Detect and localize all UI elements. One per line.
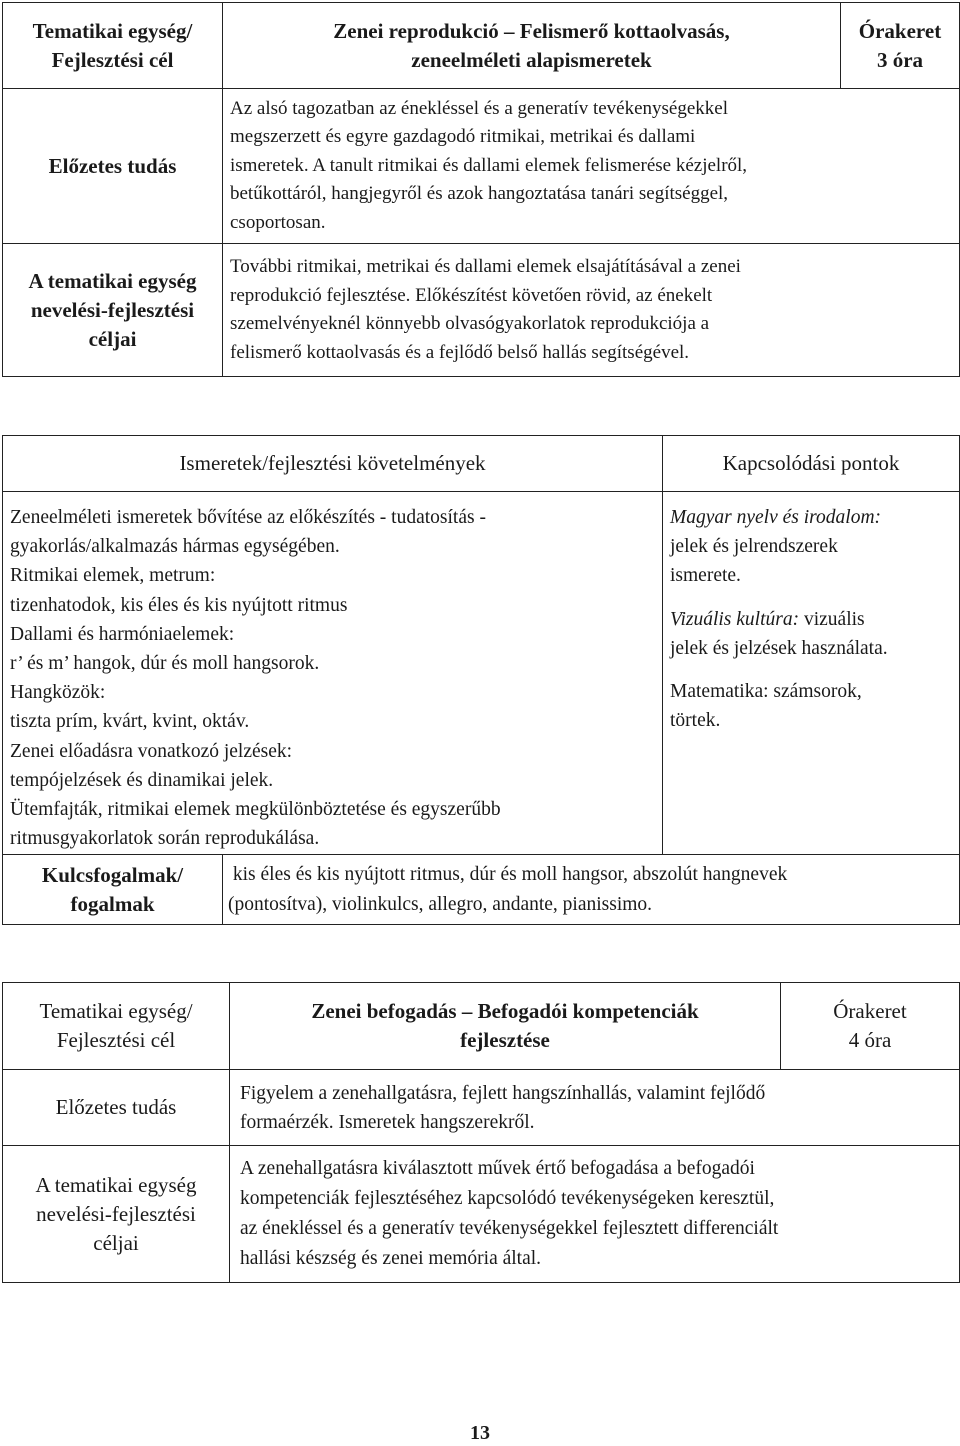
text-line: kompetenciák fejlesztéséhez kapcsolódó tevékenységeken keresztül, <box>240 1188 775 1209</box>
connection-text: jelek és jelrendszerek <box>670 536 838 558</box>
unit-title-line: Zenei reprodukció ‒ Felismerő kottaolvasás, <box>333 18 730 43</box>
text-line: reprodukció fejlesztése. Előkészítést követően rövid, az énekelt <box>230 284 713 306</box>
text-line: hallási készség és zenei memória által. <box>240 1248 542 1269</box>
connection-row <box>670 605 953 634</box>
connection-text: törtek. <box>670 710 721 732</box>
unit-table-reception <box>2 982 960 1283</box>
prior-knowledge-label: Előzetes tudás <box>3 1070 230 1146</box>
unit-label-line: Tematikai egység/ <box>39 999 193 1023</box>
unit-label-line: Fejlesztési cél <box>51 47 174 72</box>
requirement-line: Hangközök: <box>10 682 106 704</box>
text-line: További ritmikai, metrikai és dallami elemek elsajátításával a zenei <box>230 256 741 277</box>
unit-label-line: Fejlesztési cél <box>56 1028 176 1052</box>
goals-label-line: céljai <box>88 326 137 351</box>
text-line: szemelvényeknél könnyebb olvasógyakorlatok reprodukciója a <box>230 313 710 334</box>
text-line: ismeretek. A tanult ritmikai és dallami elemek felismerése kézjelről, <box>230 154 748 176</box>
goals-text <box>223 244 960 377</box>
requirements-header: Ismeretek/fejlesztési követelmények <box>3 436 663 492</box>
prior-knowledge-text <box>230 1070 960 1146</box>
goals-label <box>3 244 223 377</box>
requirement-line: tempójelzések és dinamikai jelek. <box>10 769 274 791</box>
goals-label-line: nevelési-fejlesztési <box>36 1201 196 1226</box>
text-line: formaérzék. Ismeretek hangszerekről. <box>240 1111 535 1133</box>
text-line: Az alsó tagozatban az énekléssel és a generatív tevékenységekkel <box>230 97 728 119</box>
text-line: betűkottáról, hangjegyről és azok hangoztatása tanári segítséggel, <box>230 183 729 205</box>
text-line: az énekléssel és a generatív tevékenységekkel fejlesztett differenciált <box>240 1218 779 1239</box>
text-line: megszerzett és egyre gazdagodó ritmikai, metrikai és dallami <box>230 126 696 148</box>
goals-label-line: A tematikai egység <box>35 1172 197 1197</box>
keywords-label-line: Kulcsfogalmak/ <box>41 862 184 887</box>
unit-title-cell <box>230 983 781 1070</box>
text-line: felismerő kottaolvasás és a fejlődő belső hallás segítségével. <box>230 341 690 363</box>
hours-label: Órakeret <box>858 18 942 43</box>
keywords-line: kis éles és kis nyújtott ritmus, dúr és moll hangsor, abszolút hangnevek <box>228 864 788 885</box>
requirement-line: gyakorlás/alkalmazás hármas egységében. <box>10 536 340 558</box>
page-number: 13 <box>470 1422 490 1444</box>
connection-subject: Vizuális kultúra: <box>670 608 800 630</box>
unit-table-reproduction <box>2 2 960 377</box>
text-line: csoportosan. <box>230 211 326 233</box>
requirement-line: r’ és m’ hangok, dúr és moll hangsorok. <box>10 653 320 675</box>
unit-title-cell <box>223 3 841 89</box>
hours-label: Órakeret <box>833 999 907 1023</box>
connection-text: jelek és jelzések használata. <box>670 637 888 659</box>
requirements-body <box>3 492 663 855</box>
goals-label-line: céljai <box>93 1230 139 1255</box>
unit-label-cell <box>3 3 223 89</box>
connection-subject: Magyar nyelv és irodalom: <box>670 507 882 528</box>
keywords-label <box>3 855 223 925</box>
connections-header: Kapcsolódási pontok <box>663 436 960 492</box>
connection-text: vizuális <box>799 608 865 630</box>
requirement-line: Dallami és harmóniaelemek: <box>10 623 235 645</box>
requirements-table <box>2 435 960 925</box>
hours-cell <box>841 3 960 89</box>
requirement-line: Ütemfajták, ritmikai elemek megkülönböztetése és egyszerűbb <box>10 799 501 821</box>
text-line: A zenehallgatásra kiválasztott művek értő befogadása a befogadói <box>240 1158 755 1179</box>
requirement-line: Ritmikai elemek, metrum: <box>10 565 216 587</box>
goals-label-line: A tematikai egység <box>28 268 197 293</box>
hours-value: 4 óra <box>848 1028 892 1052</box>
hours-value: 3 óra <box>876 47 924 72</box>
requirement-line: Zenei előadásra vonatkozó jelzések: <box>10 740 293 762</box>
connection-text: Matematika: számsorok, <box>670 681 862 703</box>
unit-title-line: fejlesztése <box>460 1028 550 1052</box>
unit-label-cell <box>3 983 230 1070</box>
connection-text: ismerete. <box>670 565 741 587</box>
hours-cell <box>781 983 960 1070</box>
prior-knowledge-label: Előzetes tudás <box>3 89 223 244</box>
connections-body <box>663 492 960 855</box>
goals-label-line: nevelési-fejlesztési <box>30 297 195 322</box>
prior-knowledge-text <box>223 89 960 244</box>
unit-title-line: zeneelméleti alapismeretek <box>411 47 652 72</box>
keywords-line: (pontosítva), violinkulcs, allegro, andante, pianissimo. <box>228 893 653 915</box>
unit-label-line: Tematikai egység/ <box>32 18 193 43</box>
unit-title-line: Zenei befogadás ‒ Befogadói kompetenciák <box>311 999 699 1023</box>
requirement-line: tiszta prím, kvárt, kvint, oktáv. <box>10 711 250 733</box>
goals-text <box>230 1146 960 1283</box>
requirement-line: Zeneelméleti ismeretek bővítése az előkészítés - tudatosítás - <box>10 507 486 528</box>
goals-label <box>3 1146 230 1283</box>
keywords-label-line: fogalmak <box>70 891 155 916</box>
keywords-text <box>223 855 960 925</box>
requirement-line: ritmusgyakorlatok során reprodukálása. <box>10 828 320 850</box>
requirement-line: tizenhatodok, kis éles és kis nyújtott ritmus <box>10 594 348 616</box>
text-line: Figyelem a zenehallgatásra, fejlett hangszínhallás, valamint fejlődő <box>240 1082 766 1104</box>
